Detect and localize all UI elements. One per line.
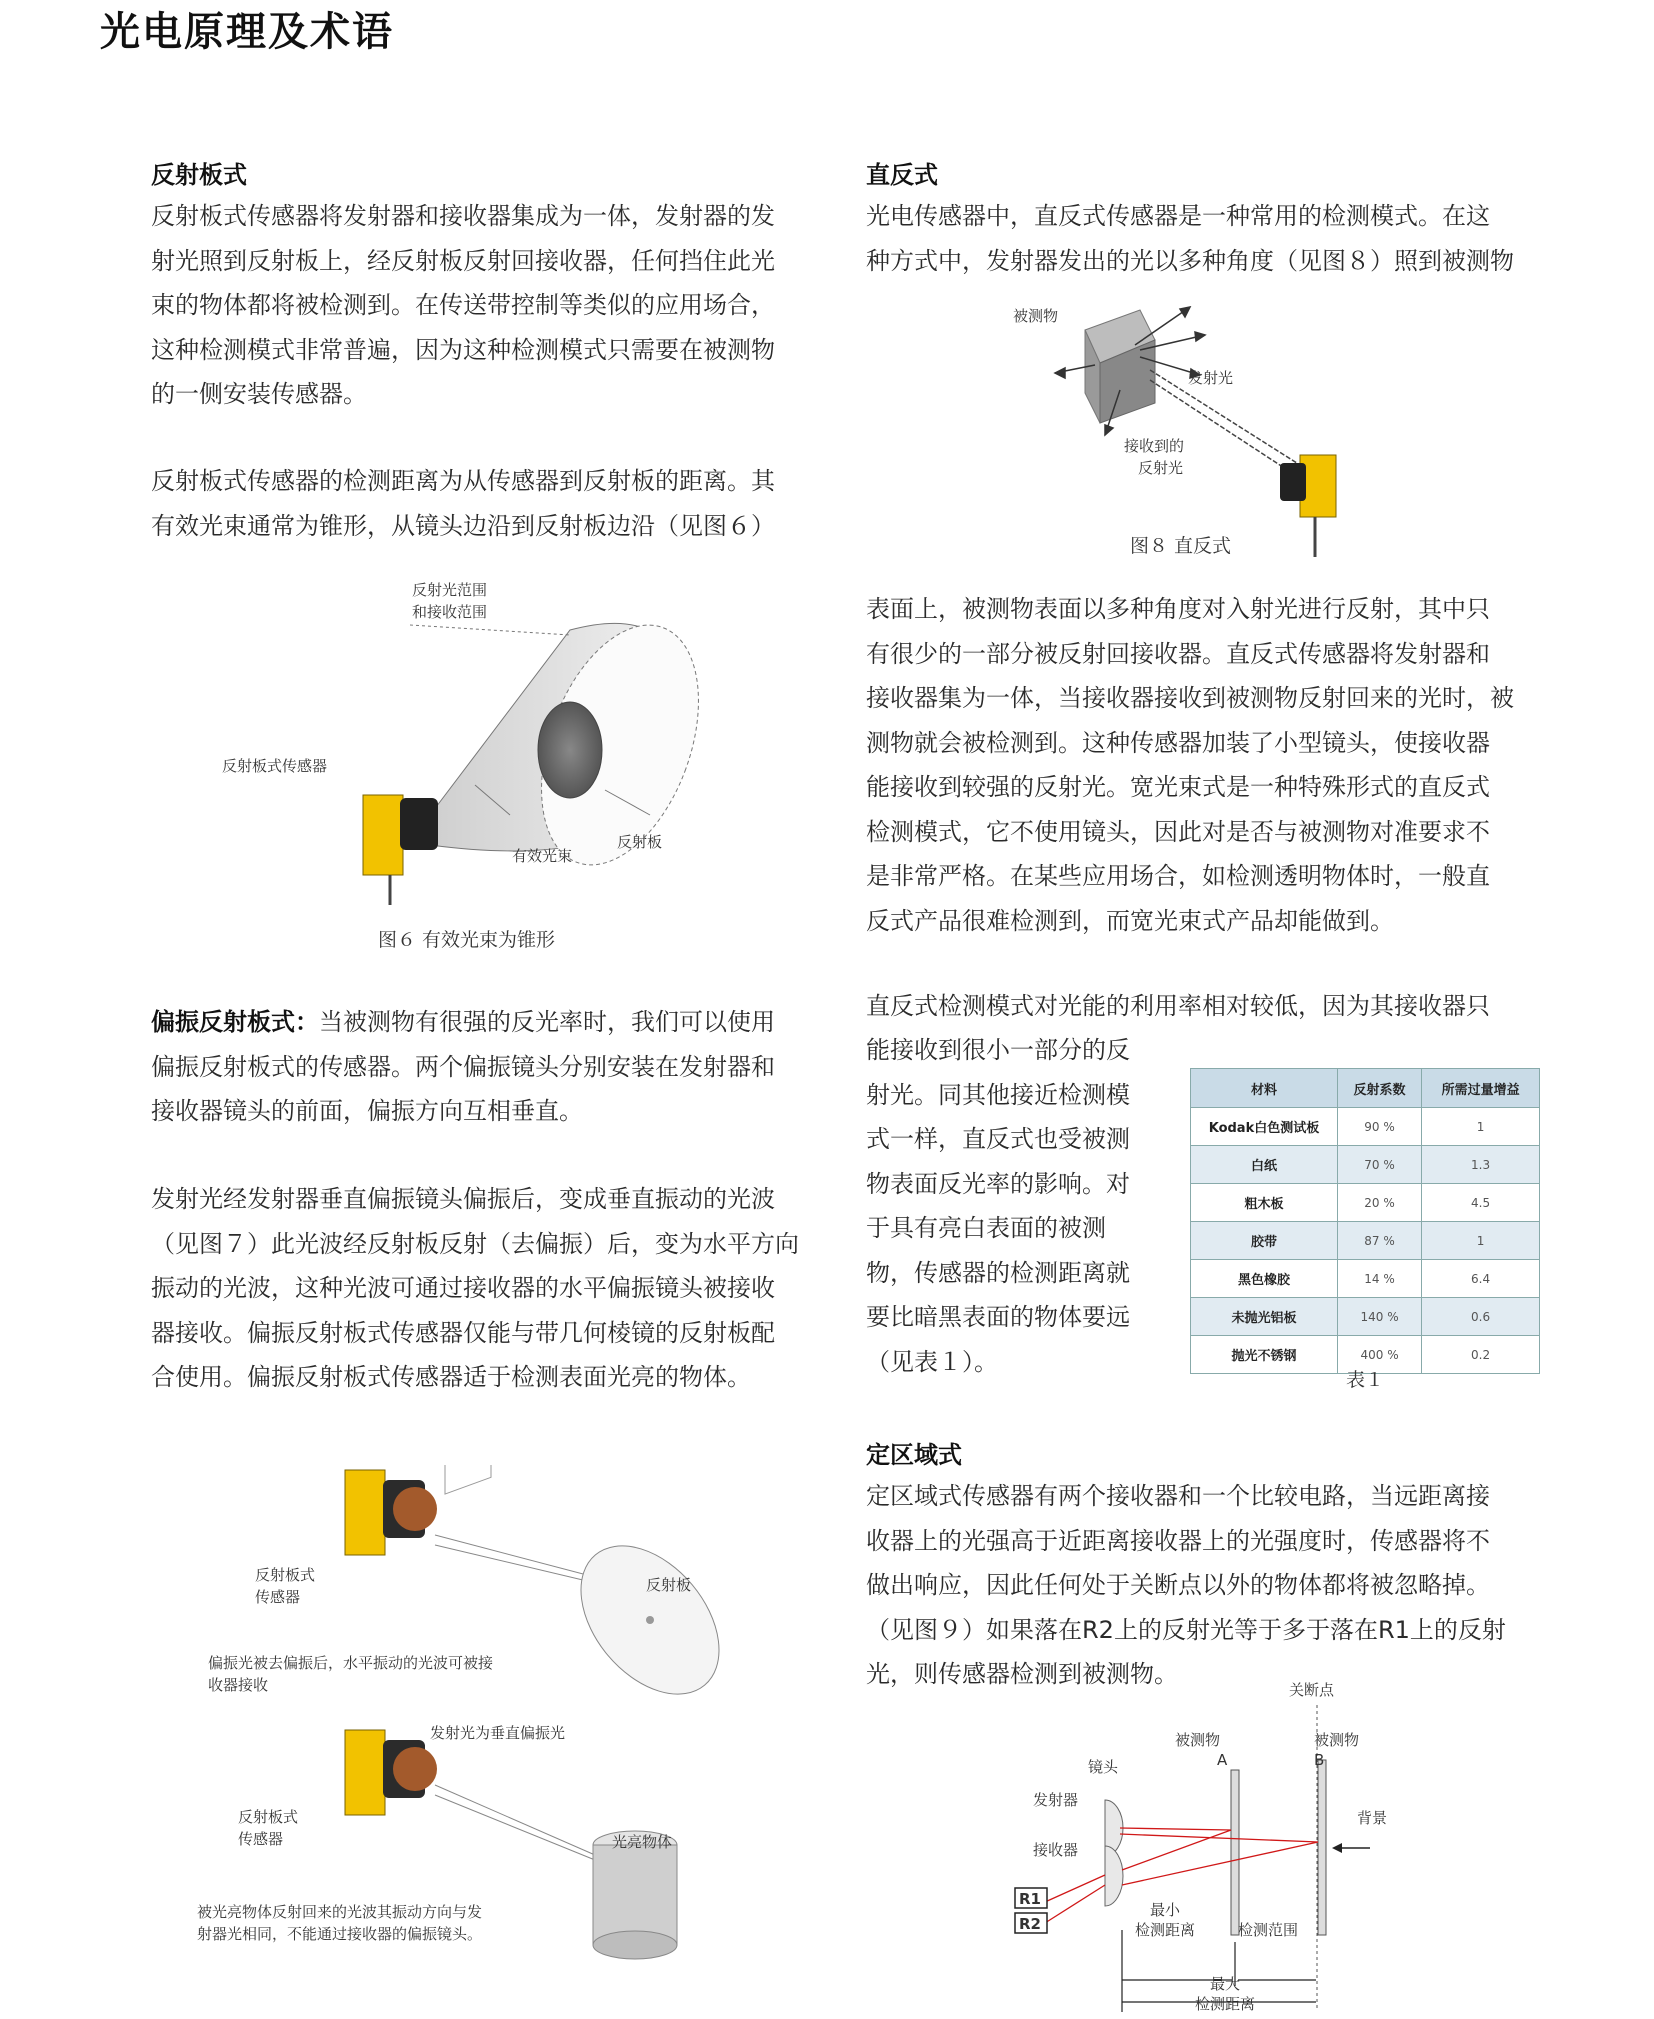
text-line: 接收器集为一体，当接收器接收到被测物反射回来的光时，被 <box>866 684 1514 712</box>
figure-7-polarized <box>195 1465 755 1965</box>
table-cell: 粗木板 <box>1191 1184 1338 1222</box>
text-line: 要比暗黑表面的物体要远 <box>866 1303 1130 1331</box>
table-cell: 未抛光铝板 <box>1191 1298 1338 1336</box>
fig7-label-emit: 发射光为垂直偏振光 <box>430 1724 566 1742</box>
text-line: 反射板式传感器的检测距离为从传感器到反射板的距离。其 <box>151 467 775 495</box>
fig7-note-b-2: 射器光相同，不能通过接收器的偏振镜头。 <box>197 1925 483 1943</box>
text-line: 表面上，被测物表面以多种角度对入射光进行反射，其中只 <box>866 595 1490 623</box>
table-row <box>1191 1108 1540 1146</box>
table-row <box>1191 1298 1540 1336</box>
text-line: 合使用。偏振反射板式传感器适于检测表面光亮的物体。 <box>151 1363 751 1391</box>
retro-heading: 反射板式 <box>151 161 247 189</box>
retro-para-2 <box>151 459 825 548</box>
text-line: 光，则传感器检测到被测物。 <box>866 1660 1178 1688</box>
table-cell: 4.5 <box>1422 1184 1540 1222</box>
text-line: 收器上的光强高于近距离接收器上的光强度时，传感器将不 <box>866 1526 1490 1555</box>
text-line: 于具有亮白表面的被测 <box>866 1214 1106 1242</box>
bgs-para <box>866 1474 1540 1697</box>
fig9-label-target-b: 被测物 <box>1314 1731 1360 1749</box>
table-cell: 20 % <box>1337 1184 1421 1222</box>
fig7-label-shiny: 光亮物体 <box>612 1833 673 1851</box>
fig9-label-max-2: 检测距离 <box>1195 1995 1256 2013</box>
table-row <box>1191 1184 1540 1222</box>
table-1-reflectivity <box>1190 1068 1540 1374</box>
retro-para-1 <box>151 194 825 417</box>
text-line: 有很少的一部分被反射回接收器。直反式传感器将发射器和 <box>866 639 1490 668</box>
diffuse-para-3 <box>866 1028 1156 1384</box>
fig6-label-beam: 有效光束 <box>512 847 573 865</box>
table-cell: 400 % <box>1337 1336 1421 1374</box>
fig8-label-target: 被测物 <box>1013 307 1059 325</box>
table-header-row <box>1191 1069 1540 1108</box>
text-line: 做出响应，因此任何处于关断点以外的物体都将被忽略掉。 <box>866 1571 1490 1599</box>
fig9-label-max-1: 最大 <box>1210 1975 1241 1993</box>
fig9-label-emitter: 发射器 <box>1033 1791 1079 1809</box>
sensor-body <box>363 795 438 905</box>
table-row <box>1191 1260 1540 1298</box>
sensor-body <box>1280 455 1336 557</box>
table-cell: 黑色橡胶 <box>1191 1260 1338 1298</box>
fig6-label-range-2: 和接收范围 <box>412 603 488 621</box>
fig9-label-r2: R2 <box>1019 1915 1041 1933</box>
polar-para1-first: 当被测物有很强的反光率时，我们可以使用 <box>319 1008 775 1036</box>
text-line: 束的物体都将被检测到。在传送带控制等类似的应用场合， <box>151 291 775 319</box>
figure-8-diffuse <box>1040 295 1380 560</box>
table-cell: 1 <box>1422 1222 1540 1260</box>
table-row <box>1191 1222 1540 1260</box>
text-line: 是非常严格。在某些应用场合，如检测透明物体时，一般直 <box>866 862 1490 890</box>
table-cell: 白纸 <box>1191 1146 1338 1184</box>
table-cell: 140 % <box>1337 1298 1421 1336</box>
diffuse-para-3-first <box>866 984 1540 1029</box>
text-line: （见图７）此光波经反射板反射（去偏振）后，变为水平方向 <box>151 1229 799 1258</box>
text-line: 物表面反光率的影响。对 <box>866 1169 1130 1198</box>
text-line: 偏振反射板式的传感器。两个偏振镜头分别安装在发射器和 <box>151 1052 775 1081</box>
diffuse-heading: 直反式 <box>866 161 938 189</box>
text-line: 器接收。偏振反射板式传感器仅能与带几何棱镜的反射板配 <box>151 1318 775 1347</box>
text-line: 反式产品很难检测到，而宽光束式产品却能做到。 <box>866 906 1394 935</box>
table-cell: 1.3 <box>1422 1146 1540 1184</box>
fig9-label-min-2: 检测距离 <box>1135 1921 1196 1939</box>
page-title: 光电原理及术语 <box>100 9 394 55</box>
polar-heading: 偏振反射板式： <box>151 1008 319 1036</box>
text-line: 能接收到很小一部分的反 <box>866 1036 1130 1064</box>
table-cell: 0.2 <box>1422 1336 1540 1374</box>
text-line: 能接收到较强的反射光。宽光束式是一种特殊形式的直反式 <box>866 773 1490 801</box>
table-row <box>1191 1146 1540 1184</box>
text-line: 检测模式，它不使用镜头，因此对是否与被测物对准要求不 <box>866 817 1490 846</box>
text-line <box>151 1000 825 1045</box>
text-line: 射光照到反射板上，经反射板反射回接收器，任何挡住此光 <box>151 246 775 275</box>
fig7-label-reflector: 反射板 <box>646 1576 692 1594</box>
fig7-note-a-2: 收器接收 <box>208 1676 269 1694</box>
text-line: （见表１）。 <box>866 1347 998 1376</box>
fig7-note-b-1: 被光亮物体反射回来的光波其振动方向与发 <box>197 1903 483 1921</box>
text-line: 物，传感器的检测距离就 <box>866 1258 1130 1287</box>
table-cell: 90 % <box>1337 1108 1421 1146</box>
sensor-lower <box>345 1730 437 1815</box>
fig9-label-min-1: 最小 <box>1150 1901 1181 1919</box>
text-line: 测物就会被检测到。这种传感器加装了小型镜头，使接收器 <box>866 728 1490 757</box>
table-cell: 胶带 <box>1191 1222 1338 1260</box>
fig6-label-reflector: 反射板 <box>617 833 663 851</box>
text-line: 有效光束通常为锥形，从镜头边沿到反射板边沿（见图６） <box>151 511 775 540</box>
table-header-cell: 材料 <box>1191 1069 1338 1108</box>
table-cell: 抛光不锈钢 <box>1191 1336 1338 1374</box>
table-cell: 87 % <box>1337 1222 1421 1260</box>
table-1-caption: 表１ <box>1346 1369 1385 1391</box>
fig9-label-bg: 背景 <box>1357 1809 1388 1827</box>
table-cell: 6.4 <box>1422 1260 1540 1298</box>
fig9-label-b: B <box>1314 1751 1325 1769</box>
text-line: 种方式中，发射器发出的光以多种角度（见图８）照到被测物 <box>866 246 1514 275</box>
fig8-label-recv-1: 接收到的 <box>1124 437 1185 455</box>
table-cell: 0.6 <box>1422 1298 1540 1336</box>
fig7-label-sensor-a-1: 反射板式 <box>255 1566 316 1584</box>
table-cell: 14 % <box>1337 1260 1421 1298</box>
text-line: （见图９）如果落在R2上的反射光等于多于落在R1上的反射 <box>866 1615 1506 1644</box>
text-line: 直反式检测模式对光能的利用率相对较低，因为其接收器只 <box>866 992 1490 1020</box>
polar-para-2 <box>151 1177 825 1400</box>
fig9-label-a: A <box>1217 1751 1228 1769</box>
text-line: 接收器镜头的前面，偏振方向互相垂直。 <box>151 1097 583 1125</box>
fig9-label-cutoff: 关断点 <box>1289 1681 1335 1699</box>
fig9-label-r1: R1 <box>1019 1890 1041 1908</box>
polar-para-1 <box>151 1000 825 1134</box>
text-line: 光电传感器中，直反式传感器是一种常用的检测模式。在这 <box>866 202 1490 230</box>
text-line: 振动的光波，这种光波可通过接收器的水平偏振镜头被接收 <box>151 1274 775 1302</box>
fig7-label-sensor-b-2: 传感器 <box>238 1830 284 1848</box>
fig8-label-emit: 发射光 <box>1188 369 1234 387</box>
text-line: 射光。同其他接近检测模 <box>866 1080 1130 1109</box>
text-line: 定区域式传感器有两个接收器和一个比较电路，当远距离接 <box>866 1482 1490 1510</box>
fig8-caption: 图８ 直反式 <box>1130 535 1232 557</box>
table-cell: 70 % <box>1337 1146 1421 1184</box>
sensor-upper <box>345 1470 437 1555</box>
fig6-caption: 图６ 有效光束为锥形 <box>378 929 556 951</box>
fig7-note-a-1: 偏振光被去偏振后，水平振动的光波可被接 <box>208 1654 494 1672</box>
bgs-heading: 定区域式 <box>866 1441 962 1469</box>
fig9-label-range: 检测范围 <box>1238 1921 1299 1939</box>
fig6-label-sensor: 反射板式传感器 <box>222 757 328 775</box>
table-cell: Kodak白色测试板 <box>1191 1108 1338 1146</box>
fig7-label-sensor-b-1: 反射板式 <box>238 1808 299 1826</box>
diffuse-para-2 <box>866 587 1540 943</box>
table-header-cell: 反射系数 <box>1337 1069 1421 1108</box>
fig9-label-receiver: 接收器 <box>1033 1841 1079 1859</box>
diffuse-para-1 <box>866 194 1540 283</box>
fig7-label-sensor-a-2: 传感器 <box>255 1588 301 1606</box>
text-line: 的一侧安装传感器。 <box>151 380 367 408</box>
text-line: 反射板式传感器将发射器和接收器集成为一体，发射器的发 <box>151 202 775 230</box>
fig6-label-range-1: 反射光范围 <box>412 581 488 599</box>
fig9-label-lens: 镜头 <box>1088 1758 1119 1776</box>
text-line: 发射光经发射器垂直偏振镜头偏振后，变成垂直振动的光波 <box>151 1185 775 1213</box>
fig9-label-target-a: 被测物 <box>1175 1731 1221 1749</box>
table-cell: 1 <box>1422 1108 1540 1146</box>
text-line: 这种检测模式非常普遍，因为这种检测模式只需要在被测物 <box>151 335 775 364</box>
table-header-cell: 所需过量增益 <box>1422 1069 1540 1108</box>
text-line: 式一样，直反式也受被测 <box>866 1125 1130 1153</box>
fig8-label-recv-2: 反射光 <box>1138 459 1184 477</box>
